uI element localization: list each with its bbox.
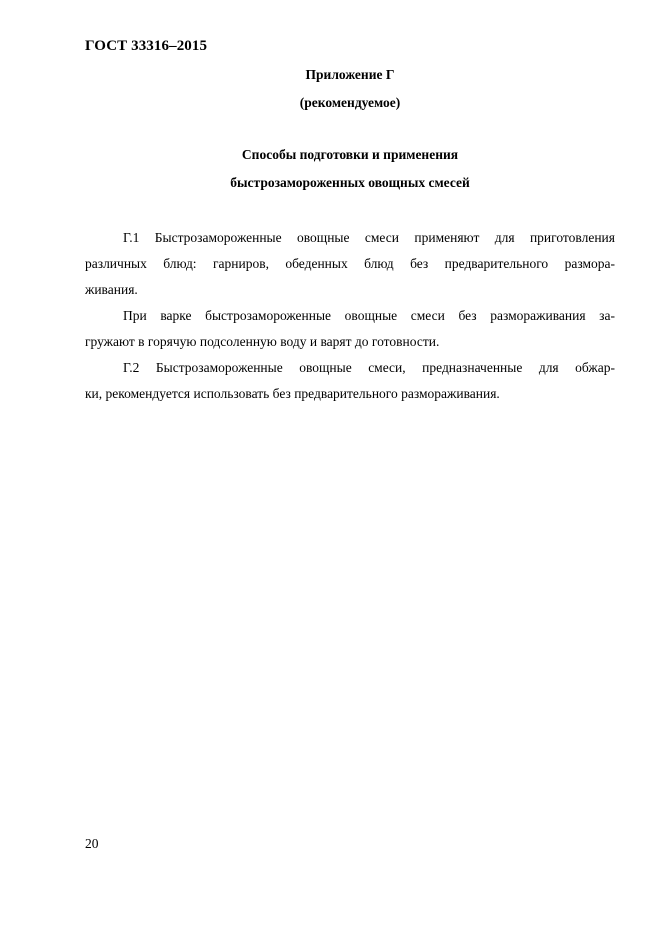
paragraph-g1-line-2: различных блюд: гарниров, обеденных блюд без предварительного размора- — [85, 256, 615, 271]
paragraph-boiling-line-1: При варке быстрозамороженные овощные смеси без размораживания за- — [123, 308, 615, 323]
appendix-status: (рекомендуемое) — [299, 95, 401, 110]
appendix-title: Приложение Г — [305, 67, 395, 82]
section-title-line-2: быстрозамороженных овощных смесей — [230, 175, 470, 190]
page-number: 20 — [85, 836, 99, 851]
paragraph-g2-line-2: ки, рекомендуется использовать без предварительного размораживания. — [85, 386, 500, 401]
paragraph-g1-line-3: живания. — [85, 282, 138, 297]
paragraph-boiling — [85, 303, 615, 355]
paragraph-g2-line-1: Г.2 Быстрозамороженные овощные смеси, предназначенные для обжар- — [123, 360, 615, 375]
document-code: ГОСТ 33316–2015 — [85, 38, 208, 54]
paragraph-g1-line-1: Г.1 Быстрозамороженные овощные смеси применяют для приготовления — [123, 230, 615, 245]
paragraph-boiling-line-2: гружают в горячую подсоленную воду и варят до готовности. — [85, 334, 440, 349]
paragraph-g1 — [85, 225, 615, 303]
paragraph-g2 — [85, 355, 615, 407]
section-title-line-1: Способы подготовки и применения — [241, 147, 459, 162]
